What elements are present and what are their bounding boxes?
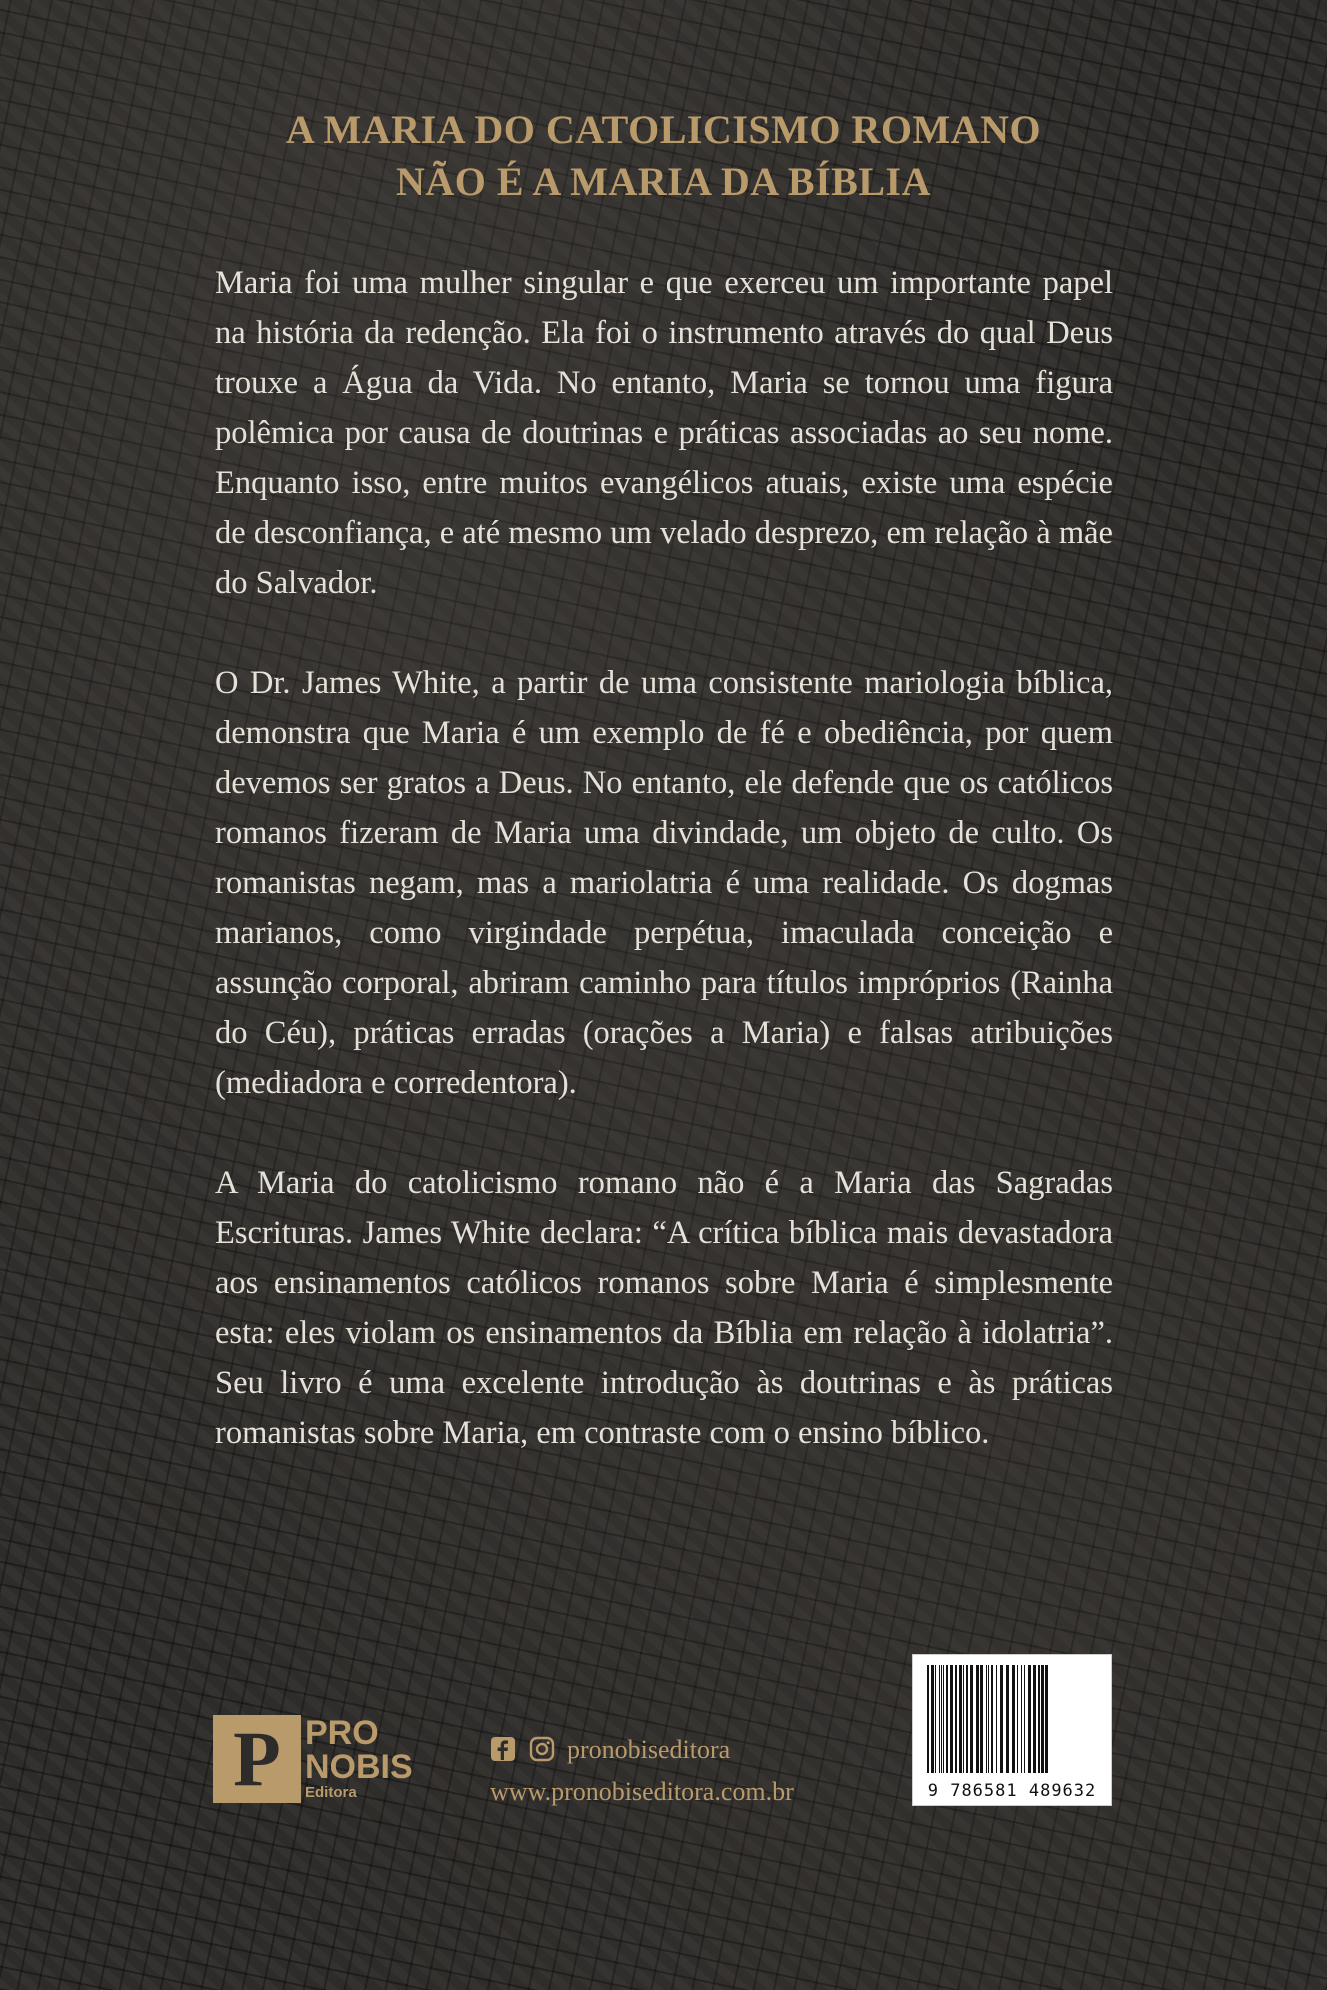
barcode-bar xyxy=(931,1665,934,1773)
instagram-icon[interactable] xyxy=(529,1736,555,1762)
barcode-bar xyxy=(1006,1665,1009,1773)
barcode-bar xyxy=(939,1665,940,1773)
barcode-bar xyxy=(963,1665,964,1773)
barcode-bar xyxy=(935,1665,936,1773)
synopsis xyxy=(215,258,1113,1508)
barcode-bar xyxy=(1028,1665,1031,1773)
synopsis-paragraph-2: O Dr. James White, a partir de uma consistente mariologia bíblica, demonstra que Maria é um exemplo de fé e obediência, por quem devemos ser gratos a Deus. No entanto, ele defende que os católicos romanos fizeram de Maria uma divindade, um objeto de culto. Os romanistas negam, mas a mariolatria é uma realidade. Os dogmas marianos, como virgindade perpétua, imaculada conceição e assunção corporal, abriram caminho para títulos impróprios (Rainha do Céu), práticas erradas (orações a Maria) e falsas atribuições (mediadora e corredentora). xyxy=(215,665,1113,1101)
publisher-name-pro: PRO xyxy=(305,1714,379,1752)
publisher-name-nobis: NOBIS xyxy=(305,1748,413,1786)
barcode-bars xyxy=(925,1665,1099,1773)
barcode-bar xyxy=(927,1665,929,1773)
barcode-bar xyxy=(970,1665,973,1773)
barcode-bar xyxy=(1033,1665,1036,1773)
synopsis-paragraph-1: Maria foi uma mulher singular e que exerceu um importante papel na história da redenção. Ela foi o instrumento através do qual Deus trouxe a Água da Vida. No entanto, Maria se tornou uma figura polêmica por causa de doutrinas e práticas associadas ao seu nome. Enquanto isso, entre muitos evangélicos atuais, existe uma espécie de desconfiança, e até mesmo um velado desprezo, em relação à mãe do Salvador. xyxy=(215,265,1113,601)
barcode-bar xyxy=(1012,1665,1015,1773)
barcode-bar xyxy=(955,1665,957,1773)
barcode-bar xyxy=(1045,1665,1048,1773)
barcode-bar xyxy=(988,1665,989,1773)
barcode-bar xyxy=(941,1665,942,1773)
headline-line-2: NÃO É A MARIA DA BÍBLIA xyxy=(396,159,931,204)
publisher-website[interactable]: www.pronobiseditora.com.br xyxy=(490,1777,794,1806)
publisher-name-editora: Editora xyxy=(305,1784,357,1801)
barcode-bar xyxy=(943,1665,944,1773)
isbn-number: 9 786581 489632 xyxy=(927,1781,1097,1801)
isbn-barcode xyxy=(912,1654,1112,1806)
barcode-bar xyxy=(991,1665,993,1773)
barcode-bar xyxy=(959,1665,962,1773)
publisher-logo-letter: P xyxy=(233,1715,281,1802)
headline xyxy=(0,104,1327,208)
social-handle[interactable]: pronobiseditora xyxy=(567,1735,731,1764)
barcode-bar xyxy=(1038,1665,1040,1773)
barcode-bar xyxy=(1041,1665,1044,1773)
barcode-bar xyxy=(980,1665,983,1773)
barcode-bar xyxy=(1021,1665,1022,1773)
barcode-bar xyxy=(1000,1665,1003,1773)
publisher-name xyxy=(305,1716,413,1802)
publisher-logo xyxy=(213,1715,301,1803)
barcode-bar xyxy=(1024,1665,1025,1773)
barcode-bar xyxy=(1017,1665,1018,1773)
barcode-bar xyxy=(986,1665,987,1773)
synopsis-paragraph-3: A Maria do catolicismo romano não é a Maria das Sagradas Escrituras. James White declara: “A crítica bíblica mais devastadora aos ensinamentos católicos romanos sobre Maria é simplesmente esta: eles violam os ensinamentos da Bíblia em relação à idolatria”. Seu livro é uma excelente introdução às doutrinas e às práticas romanistas sobre Maria, em contraste com o ensino bíblico. xyxy=(215,1165,1113,1451)
barcode-bar xyxy=(996,1665,997,1773)
barcode-bar xyxy=(966,1665,968,1773)
headline-line-1: A MARIA DO CATOLICISMO ROMANO xyxy=(285,107,1042,152)
barcode-bar xyxy=(976,1665,979,1773)
barcode-bar xyxy=(950,1665,953,1773)
social-handle-row xyxy=(490,1735,730,1765)
facebook-icon[interactable] xyxy=(490,1736,516,1762)
barcode-bar xyxy=(946,1665,948,1773)
